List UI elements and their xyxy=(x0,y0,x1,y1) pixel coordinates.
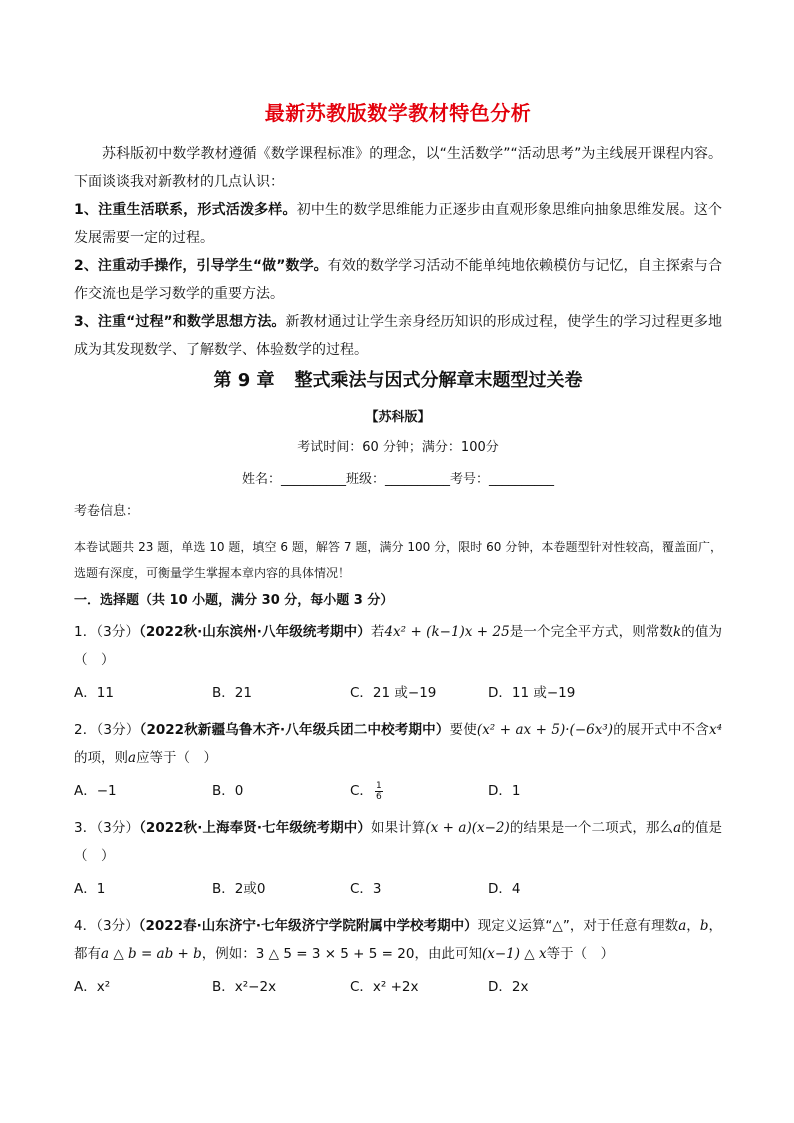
option-b[interactable]: B．21 xyxy=(212,685,252,701)
question-source: （2022秋·上海奉贤·七年级统考期中） xyxy=(139,820,371,836)
question-4: 4．（3分）（2022春·山东济宁·七年级济宁学院附属中学校考期中）现定义运算“△”，对于任意有理数a，b，都有a △ b = ab + b，例如：3 △ 5 = 3 × 5 + 5 = 20，由此可知(x−1) △ x等于（ ） xyxy=(74,918,723,962)
option-c[interactable]: C．21 或−19 xyxy=(350,685,437,701)
question-source: （2022秋新疆乌鲁木齐·八年级兵团二中校考期中） xyxy=(139,722,450,738)
edition-label: 【苏科版】 xyxy=(365,410,431,425)
question-text: ，都有 xyxy=(74,918,723,962)
math-variable: a xyxy=(678,918,687,934)
math-variable: a xyxy=(128,750,137,766)
option-d[interactable]: D．2x xyxy=(488,979,529,995)
question-source: （2022秋·山东滨州·八年级统考期中） xyxy=(139,624,371,640)
intro-point-3-text: 新教材通过让学生亲身经历知识的形成过程，使学生的学习过程更多地成为其发现数学、了解数学、体验数学的过程。 xyxy=(74,314,722,358)
option-c-label: C． xyxy=(350,783,373,799)
page-content xyxy=(74,100,722,1010)
option-b[interactable]: B．2或0 xyxy=(212,881,266,897)
math-expression: (x + a)(x−2) xyxy=(425,820,510,836)
question-source: （2022春·山东济宁·七年级济宁学院附属中学校考期中） xyxy=(138,918,478,934)
question-1 xyxy=(74,618,722,674)
question-number: 3． xyxy=(74,820,97,836)
question-number: 4． xyxy=(74,918,97,934)
question-text: 要使 xyxy=(449,722,477,738)
question-3 xyxy=(74,814,722,870)
option-d[interactable]: D．11 或−19 xyxy=(488,685,576,701)
question-text: ，例如：3 △ 5 = 3 × 5 + 5 = 20，由此可知 xyxy=(201,946,482,962)
question-text: 等于（ ） xyxy=(546,946,615,962)
chapter-name: 整式乘法与因式分解章末题型过关卷 xyxy=(294,370,583,391)
question-4-options xyxy=(74,976,722,998)
info-label: 考卷信息： xyxy=(74,504,140,519)
option-c[interactable]: C．3 xyxy=(350,881,382,897)
intro-paragraph: 苏科版初中数学教材遵循《数学课程标准》的理念，以“生活数学”“活动思考”为主线展开课程内容。下面谈谈我对新教材的几点认识： xyxy=(74,146,722,190)
intro-point-1 xyxy=(74,196,722,252)
intro-point-2 xyxy=(74,252,722,308)
question-3-options xyxy=(74,878,722,900)
question-2-options xyxy=(74,780,722,802)
intro-point-3 xyxy=(74,308,722,364)
option-b[interactable]: B．x²−2x xyxy=(212,979,277,995)
question-text: 是一个完全平方式，则常数 xyxy=(509,624,674,640)
question-score: （3分） xyxy=(96,918,139,934)
option-c[interactable]: C．x² +2x xyxy=(350,979,419,995)
chapter-heading xyxy=(74,368,722,394)
option-d[interactable]: D．4 xyxy=(488,881,521,897)
math-expression: (x−1) △ x xyxy=(481,946,547,962)
question-text: 如果计算 xyxy=(370,820,426,836)
math-expression: 4x² + (k−1)x + 25 xyxy=(384,624,510,640)
option-a[interactable]: A．x² xyxy=(74,979,111,995)
option-b[interactable]: B．0 xyxy=(212,783,244,799)
question-text: 的项，则 xyxy=(74,750,128,766)
question-text: 现定义运算“△”，对于任意有理数 xyxy=(477,918,679,934)
math-variable: a xyxy=(673,820,682,836)
question-text: 的展开式中不含 xyxy=(613,722,709,738)
math-term: x⁴ xyxy=(709,722,723,738)
fraction-numerator: 1 xyxy=(375,780,382,791)
question-number: 1． xyxy=(74,624,97,640)
id-field[interactable]: 考号：__________ xyxy=(450,472,555,487)
chapter-number: 第 9 章 xyxy=(213,370,275,391)
intro-point-2-bold: 2、注重动手操作，引导学生“做”数学。 xyxy=(74,258,328,274)
question-text: 的值为（ ） xyxy=(74,624,723,668)
question-1-options xyxy=(74,682,722,704)
fraction-denominator: 6 xyxy=(375,791,382,802)
exam-time: 考试时间：60 分钟；满分：100分 xyxy=(297,440,499,455)
question-text: 若 xyxy=(370,624,385,640)
intro-point-1-text: 初中生的数学思维能力正逐步由直观形象思维向抽象思维发展。这个发展需要一定的过程。 xyxy=(74,202,723,246)
question-score: （3分） xyxy=(96,820,140,836)
name-field[interactable]: 姓名：__________ xyxy=(241,472,346,487)
info-text: 本卷试题共 23 题，单选 10 题，填空 6 题，解答 7 题，满分 100 分，限时 60 分钟，本卷题型针对性较高，覆盖面广，选题有深度，可衡量学生掌握本章内容的具体情况！ xyxy=(74,540,722,580)
fraction xyxy=(375,781,383,802)
option-c[interactable] xyxy=(350,780,488,802)
option-d[interactable]: D．1 xyxy=(488,783,521,799)
intro-point-3-bold: 3、注重“过程”和数学思想方法。 xyxy=(74,314,286,330)
page-title: 最新苏教版数学教材特色分析 xyxy=(264,101,532,125)
question-number: 2． xyxy=(74,722,97,738)
math-expression: (x² + ax + 5)·(−6x³) xyxy=(476,722,614,738)
option-a[interactable]: A．−1 xyxy=(74,783,117,799)
question-text: 的结果是一个二项式，那么 xyxy=(509,820,674,836)
question-score: （3分） xyxy=(96,624,140,640)
question-score: （3分） xyxy=(96,722,140,738)
math-variable: b xyxy=(699,918,709,934)
option-a[interactable]: A．1 xyxy=(74,881,106,897)
intro-point-2-text: 有效的数学学习活动不能单纯地依赖模仿与记忆，自主探索与合作交流也是学习数学的重要方法。 xyxy=(74,258,722,302)
math-variable: k xyxy=(673,624,682,640)
question-text: 的值是（ ） xyxy=(74,820,723,864)
student-fields xyxy=(74,470,722,490)
intro-point-1-bold: 1、注重生活联系，形式活泼多样。 xyxy=(74,202,297,218)
question-text: 应等于（ ） xyxy=(136,750,218,766)
question-2 xyxy=(74,716,722,772)
math-rule: a △ b = ab + b xyxy=(101,946,202,962)
class-field[interactable]: 班级：__________ xyxy=(345,472,450,487)
section-title: 一．选择题（共 10 小题，满分 30 分，每小题 3 分） xyxy=(74,593,394,608)
option-a[interactable]: A．11 xyxy=(74,685,114,701)
